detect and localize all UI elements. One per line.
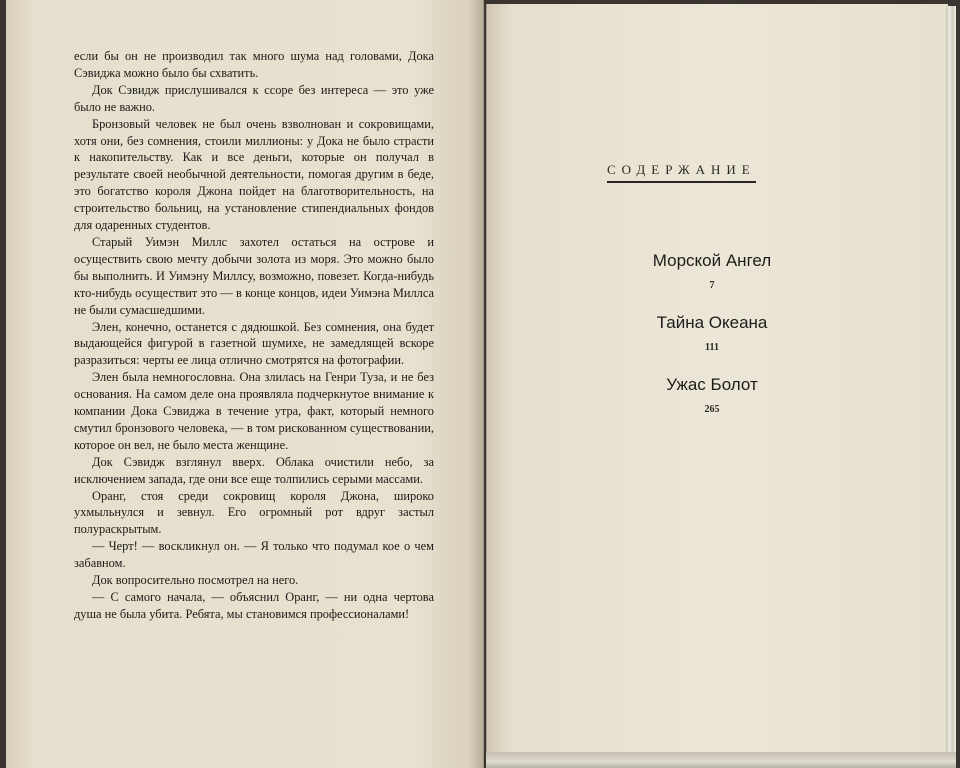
paragraph: Элен была немногословна. Она злилась на Генри Туза, и не без основания. На самом деле она проявляла подчеркнутое внимание к компании Дока Сэвиджа в течение утра, факт, который немного смутил бронзового человека, — в том рискованном существовании, которое он вел, не было места женщине.	[74, 370, 434, 452]
table-of-contents	[597, 250, 827, 436]
right-page	[486, 4, 948, 762]
toc-entry	[597, 250, 827, 312]
page-edges-bottom	[486, 752, 956, 768]
toc-entry-page: 7	[709, 280, 715, 291]
paragraph: Док Сэвидж прислушивался к ссоре без интереса — это уже было не важно.	[74, 82, 434, 114]
contents-heading: СОДЕРЖАНИЕ	[607, 162, 756, 183]
paragraph: Док Сэвидж взглянул вверх. Облака очистили небо, за исключением запада, где они все еще толпились серыми массами.	[74, 454, 434, 486]
toc-entry-page: 111	[705, 342, 719, 353]
toc-entry-title: Ужас Болот	[666, 375, 758, 394]
paragraph: Бронзовый человек не был очень взволнован и сокровищами, хотя они, без сомнения, стоили миллионы: у Дока не было страсти к накопительству. Как и все деньги, которые он получал в результате своей необычной деятельности, помогая другим в беде, это богатство короля Джона пойдет на благотворительность, на строительство больниц, на установление стипендиальных фондов для одаренных студентов.	[74, 116, 434, 233]
page-edges-right	[946, 6, 956, 758]
toc-entry	[597, 374, 827, 436]
toc-entry-title: Морской Ангел	[652, 251, 772, 270]
paragraph: Элен, конечно, останется с дядюшкой. Без сомнения, она будет выдающейся фигурой в газетной шумихе, не замедлящей вскоре разразиться: черты ее лица отлично смотрятся на фотографии.	[74, 319, 434, 368]
paragraph: Док вопросительно посмотрел на него.	[92, 573, 299, 588]
paragraph: — Черт! — воскликнул он. — Я только что подумал кое о чем забавном.	[74, 539, 434, 571]
left-page	[6, 0, 484, 768]
toc-entry	[597, 312, 827, 374]
paragraph: если бы он не производил так много шума над головами, Дока Сэвиджа можно было бы схватить.	[74, 49, 434, 80]
left-page-text	[74, 48, 434, 623]
toc-entry-title: Тайна Океана	[656, 313, 768, 332]
paragraph: Старый Уимэн Миллс захотел остаться на острове и осуществить свою мечту добычи золота из моря. Это можно было бы выполнить. И Уимэну Миллсу, возможно, повезет. Когда-нибудь кто-нибудь осуществит это — в конце концов, идеи Уимэна Миллса не были сумасшедшими.	[74, 234, 434, 317]
toc-entry-page: 265	[704, 404, 720, 415]
paragraph: — С самого начала, — объяснил Оранг, — ни одна чертова душа не была убита. Ребята, мы становимся профессионалами!	[74, 590, 434, 621]
paragraph: Оранг, стоя среди сокровищ короля Джона, широко ухмыльнулся и зевнул. Его огромный рот вдруг застыл полураскрытым.	[74, 488, 434, 537]
